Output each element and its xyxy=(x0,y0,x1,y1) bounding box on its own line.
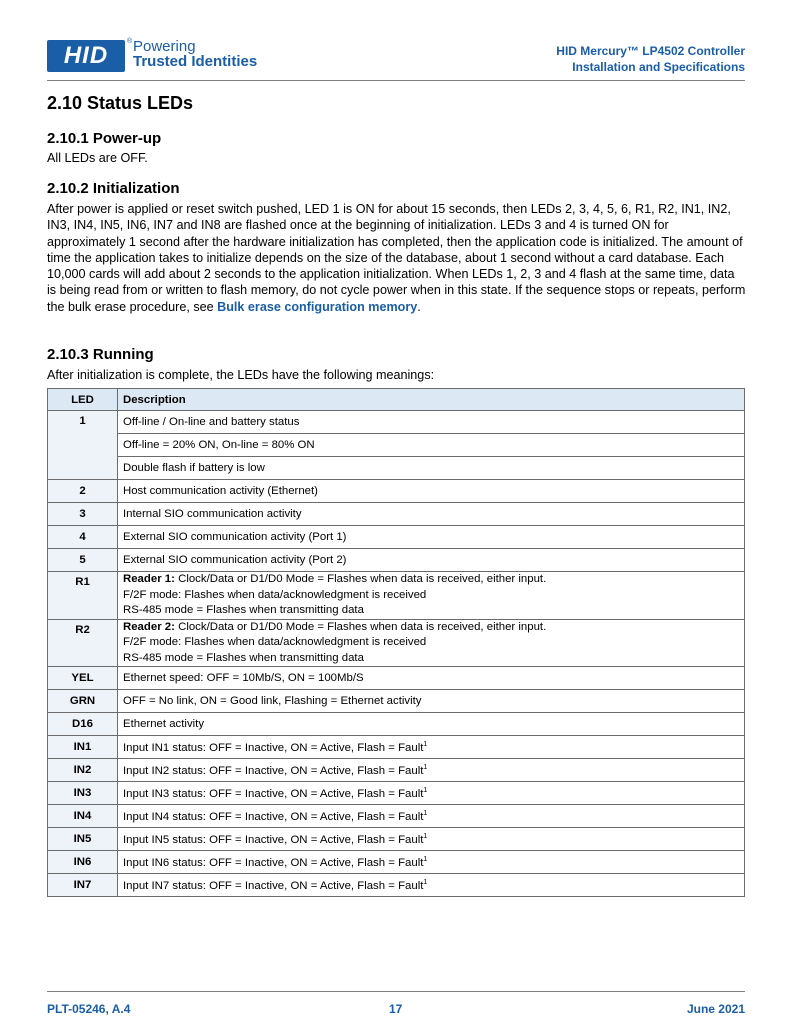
led-id: 5 xyxy=(48,549,118,572)
bulk-erase-link[interactable]: Bulk erase configuration memory xyxy=(217,299,418,314)
table-row xyxy=(48,549,745,572)
powerup-text: All LEDs are OFF. xyxy=(47,151,148,165)
reader-line-1: Clock/Data or D1/D0 Mode = Flashes when data is received, either input. xyxy=(174,573,547,585)
input-desc: Input IN7 status: OFF = Inactive, ON = Active, Flash = Fault xyxy=(123,879,424,892)
led-id: IN3 xyxy=(48,782,118,805)
page-footer xyxy=(47,991,745,1016)
document-title-line-2: Installation and Specifications xyxy=(572,60,745,74)
header-led: LED xyxy=(48,389,118,411)
header-description: Description xyxy=(118,389,745,411)
led-desc: Double flash if battery is low xyxy=(118,457,745,480)
table-header-row xyxy=(48,389,745,411)
reader-label: Reader 2: xyxy=(123,620,175,633)
led-id: GRN xyxy=(48,690,118,713)
led-desc: External SIO communication activity (Port 2) xyxy=(118,549,745,572)
led-desc: External SIO communication activity (Port 1) xyxy=(118,526,745,549)
led-id: YEL xyxy=(48,667,118,690)
hid-logo xyxy=(47,40,125,72)
table-row xyxy=(48,667,745,690)
led-desc xyxy=(118,874,745,897)
led-desc xyxy=(118,759,745,782)
reader-line-2: F/2F mode: Flashes when data/acknowledgment is received xyxy=(123,636,427,648)
input-desc: Input IN3 status: OFF = Inactive, ON = Active, Flash = Fault xyxy=(123,787,424,800)
footer-page-number: 17 xyxy=(389,1002,403,1016)
led-id: R1 xyxy=(48,572,118,620)
table-row xyxy=(48,759,745,782)
reader-line-2: F/2F mode: Flashes when data/acknowledgment is received xyxy=(123,588,427,601)
led-id: D16 xyxy=(48,713,118,736)
led-id: 4 xyxy=(48,526,118,549)
input-desc: Input IN1 status: OFF = Inactive, ON = Active, Flash = Fault xyxy=(123,741,424,754)
led-id: 2 xyxy=(48,480,118,503)
footnote-mark: 1 xyxy=(423,878,428,886)
reader-line-3: RS-485 mode = Flashes when transmitting data xyxy=(123,651,364,664)
input-desc: Input IN4 status: OFF = Inactive, ON = Active, Flash = Fault xyxy=(123,810,424,823)
table-row xyxy=(48,805,745,828)
page-header xyxy=(47,38,745,81)
table-row xyxy=(48,503,745,526)
led-desc: Off-line / On-line and battery status xyxy=(118,411,745,434)
table-row xyxy=(48,434,745,457)
led-desc: Ethernet activity xyxy=(118,713,745,736)
led-id: IN6 xyxy=(48,851,118,874)
table-row xyxy=(48,782,745,805)
led-id: IN7 xyxy=(48,874,118,897)
footer-date: June 2021 xyxy=(686,1002,745,1016)
led-desc xyxy=(118,619,745,667)
reader-line-1: Clock/Data or D1/D0 Mode = Flashes when data is received, either input. xyxy=(174,620,547,633)
table-row xyxy=(48,874,745,897)
led-desc xyxy=(118,572,745,620)
table-row xyxy=(48,736,745,759)
table-row xyxy=(48,572,745,620)
input-desc: Input IN2 status: OFF = Inactive, ON = Active, Flash = Fault xyxy=(123,764,424,777)
led-id: 1 xyxy=(48,411,118,480)
table-row xyxy=(48,690,745,713)
led-desc: Off-line = 20% ON, On-line = 80% ON xyxy=(118,434,745,457)
table-row xyxy=(48,457,745,480)
footnote-mark: 1 xyxy=(423,763,428,771)
table-row xyxy=(48,619,745,667)
led-desc: OFF = No link, ON = Good link, Flashing = Ethernet activity xyxy=(118,690,745,713)
section-title: 2.10 Status LEDs xyxy=(47,93,194,113)
init-end: . xyxy=(417,299,421,314)
footnote-mark: 1 xyxy=(423,786,428,794)
led-desc xyxy=(118,782,745,805)
table-row xyxy=(48,828,745,851)
table-row xyxy=(48,713,745,736)
reader-line-3: RS-485 mode = Flashes when transmitting data xyxy=(123,604,364,616)
running-heading: 2.10.3 Running xyxy=(47,346,154,363)
footnote-mark: 1 xyxy=(423,809,428,817)
document-title xyxy=(556,43,745,75)
led-desc: Internal SIO communication activity xyxy=(118,503,745,526)
led-id: 3 xyxy=(48,503,118,526)
tagline-line-1: Powering xyxy=(133,38,196,55)
table-row xyxy=(48,411,745,434)
running-text: After initialization is complete, the LEDs have the following meanings: xyxy=(47,368,435,382)
led-table xyxy=(47,388,745,897)
led-desc xyxy=(118,736,745,759)
led-id: IN5 xyxy=(48,828,118,851)
tagline xyxy=(133,39,257,69)
init-heading: 2.10.2 Initialization xyxy=(47,180,180,197)
footnote-mark: 1 xyxy=(423,855,428,863)
led-id: IN1 xyxy=(48,736,118,759)
led-id: R2 xyxy=(48,619,118,667)
footer-doc-id: PLT-05246, A.4 xyxy=(47,1002,131,1016)
logo-text: HID xyxy=(63,42,109,69)
led-desc: Host communication activity (Ethernet) xyxy=(118,480,745,503)
document-title-line-1: HID Mercury™ LP4502 Controller xyxy=(556,44,745,58)
init-body: After power is applied or reset switch pushed, LED 1 is ON for about 15 seconds, then LEDs 2, 3, 4, 5, 6, R1, R2, IN1, IN2, IN3, IN4, IN5, IN6, IN7 and IN8 are flashed once at the beginning of initialization. LEDs 3 and 4 is turned ON for approximately 1 second after the hardware initialization has completed, then the application code is initialized. The amount of time the application takes to initialize depends on the size of the database, about 1 second without a card database. Each 10,000 cards will add about 2 seconds to the application initialization. When LEDs 1, 2, 3 and 4 flash at the same time, data is being read from or written to flash memory, do not cycle power when in this state. If the sequence stops or repeats, perform the bulk erase procedure, see xyxy=(47,202,746,314)
init-text xyxy=(47,201,747,315)
led-desc xyxy=(118,805,745,828)
table-row xyxy=(48,851,745,874)
footnote-mark: 1 xyxy=(423,832,428,840)
input-desc: Input IN5 status: OFF = Inactive, ON = Active, Flash = Fault xyxy=(123,833,424,846)
table-row xyxy=(48,526,745,549)
led-desc xyxy=(118,851,745,874)
trademark-icon: ® xyxy=(127,38,133,45)
table-row xyxy=(48,480,745,503)
input-desc: Input IN6 status: OFF = Inactive, ON = Active, Flash = Fault xyxy=(123,856,424,869)
led-id: IN4 xyxy=(48,805,118,828)
powerup-heading: 2.10.1 Power-up xyxy=(47,130,162,147)
footnote-mark: 1 xyxy=(423,740,428,748)
led-desc: Ethernet speed: OFF = 10Mb/S, ON = 100Mb/S xyxy=(118,667,745,690)
tagline-line-2: Trusted Identities xyxy=(133,53,258,70)
led-id: IN2 xyxy=(48,759,118,782)
reader-label: Reader 1: xyxy=(123,573,175,585)
led-desc xyxy=(118,828,745,851)
